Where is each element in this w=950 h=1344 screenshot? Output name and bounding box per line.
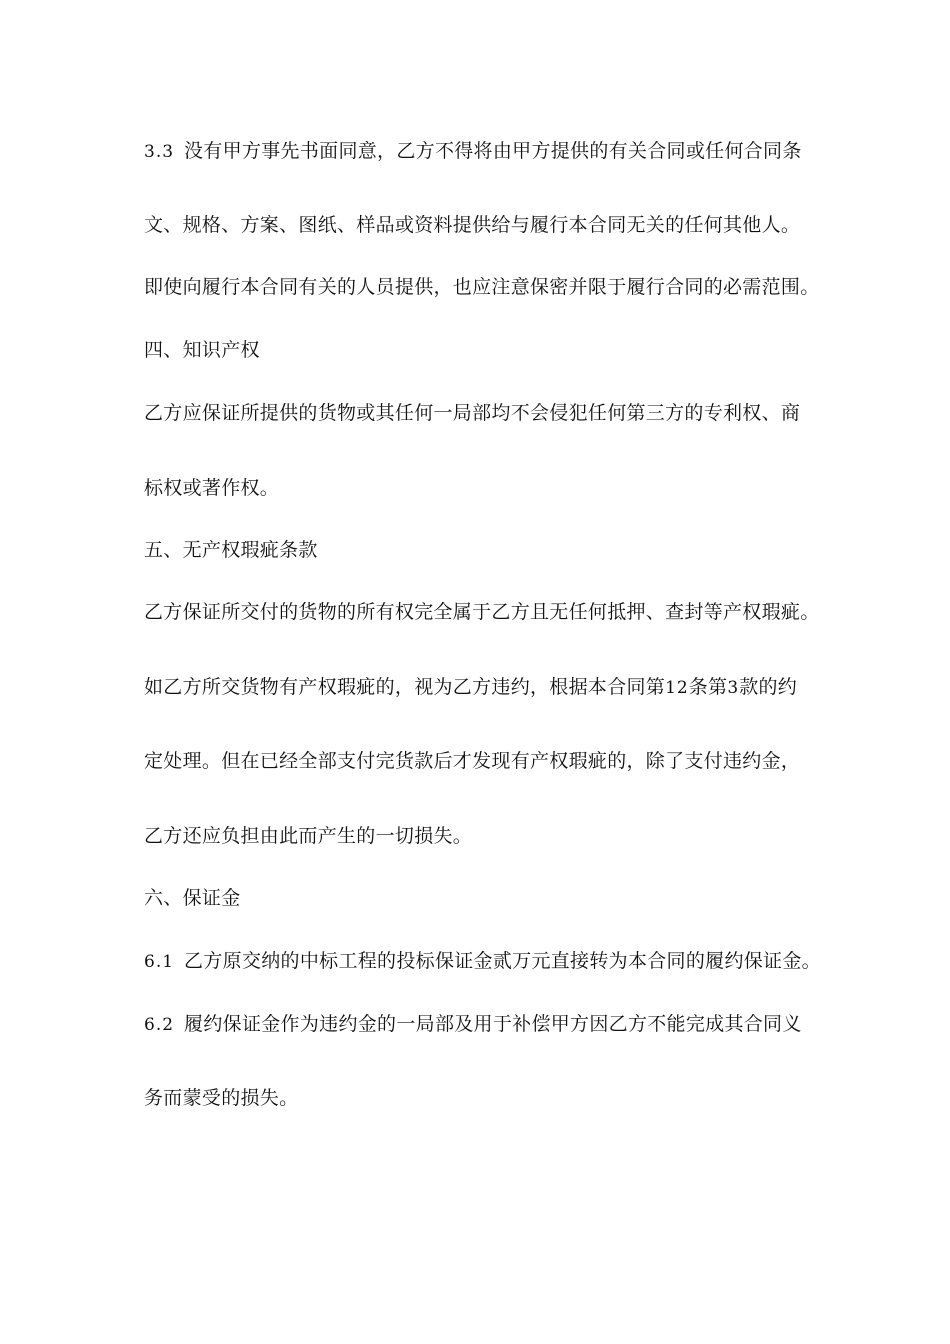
clause-6-2-line-2 <box>144 1085 824 1111</box>
clause-text: 没有甲方事先书面同意，乙方不得将由甲方提供的有关合同或任何合同条 <box>184 140 802 162</box>
clause-text: 履约保证金作为违约金的一局部及用于补偿甲方因乙方不能完成其合同义 <box>184 1013 802 1035</box>
paragraph-text: 定处理。但在已经全部支付完货款后才发现有产权瑕疵的，除了支付违约金， <box>144 750 801 772</box>
section-5-line-1 <box>144 599 824 625</box>
paragraph-text: 标权或著作权。 <box>144 477 280 499</box>
paragraph-text: 如乙方所交货物有产权瑕疵的，视为乙方违约，根据本合同第 <box>144 676 666 698</box>
section-5-line-4 <box>144 823 824 849</box>
clause-number: 6.1 <box>144 952 175 972</box>
section-title: 四、知识产权 <box>144 339 260 361</box>
clause-number: 3.3 <box>144 142 175 162</box>
clause-number: 6.2 <box>144 1015 175 1035</box>
section-heading-4 <box>144 337 824 363</box>
section-5-line-2 <box>144 674 824 701</box>
paragraph-text: 条第 <box>688 676 728 698</box>
section-heading-5 <box>144 537 824 563</box>
paragraph-text: 文、规格、方案、图纸、样品或资料提供给与履行本合同无关的任何其他人。 <box>144 214 801 236</box>
clause-3-3-line-1 <box>144 138 824 165</box>
section-4-line-1 <box>144 400 824 426</box>
paragraph-text: 乙方保证所交付的货物的所有权完全属于乙方且无任何抵押、查封等产权瑕疵。 <box>144 601 820 623</box>
paragraph-text: 款的约 <box>739 676 798 698</box>
clause-reference-number: 3 <box>727 678 740 698</box>
clause-6-1-line-1 <box>144 948 824 975</box>
section-5-line-3 <box>144 748 824 774</box>
clause-3-3-line-3 <box>144 274 824 300</box>
section-heading-6 <box>144 885 824 911</box>
section-title: 五、无产权瑕疵条款 <box>144 539 318 561</box>
clause-3-3-line-2 <box>144 212 824 238</box>
paragraph-text: 务而蒙受的损失。 <box>144 1087 299 1109</box>
paragraph-text: 乙方应保证所提供的货物或其任何一局部均不会侵犯任何第三方的专利权、商 <box>144 402 801 424</box>
clause-6-2-line-1 <box>144 1011 824 1038</box>
clause-text: 乙方原交纳的中标工程的投标保证金贰万元直接转为本合同的履约保证金。 <box>184 950 821 972</box>
paragraph-text: 即使向履行本合同有关的人员提供，也应注意保密并限于履行合同的必需范围。 <box>144 276 820 298</box>
section-title: 六、保证金 <box>144 887 241 909</box>
clause-reference-number: 12 <box>665 678 689 698</box>
paragraph-text: 乙方还应负担由此而产生的一切损失。 <box>144 825 473 847</box>
section-4-line-2 <box>144 475 824 501</box>
